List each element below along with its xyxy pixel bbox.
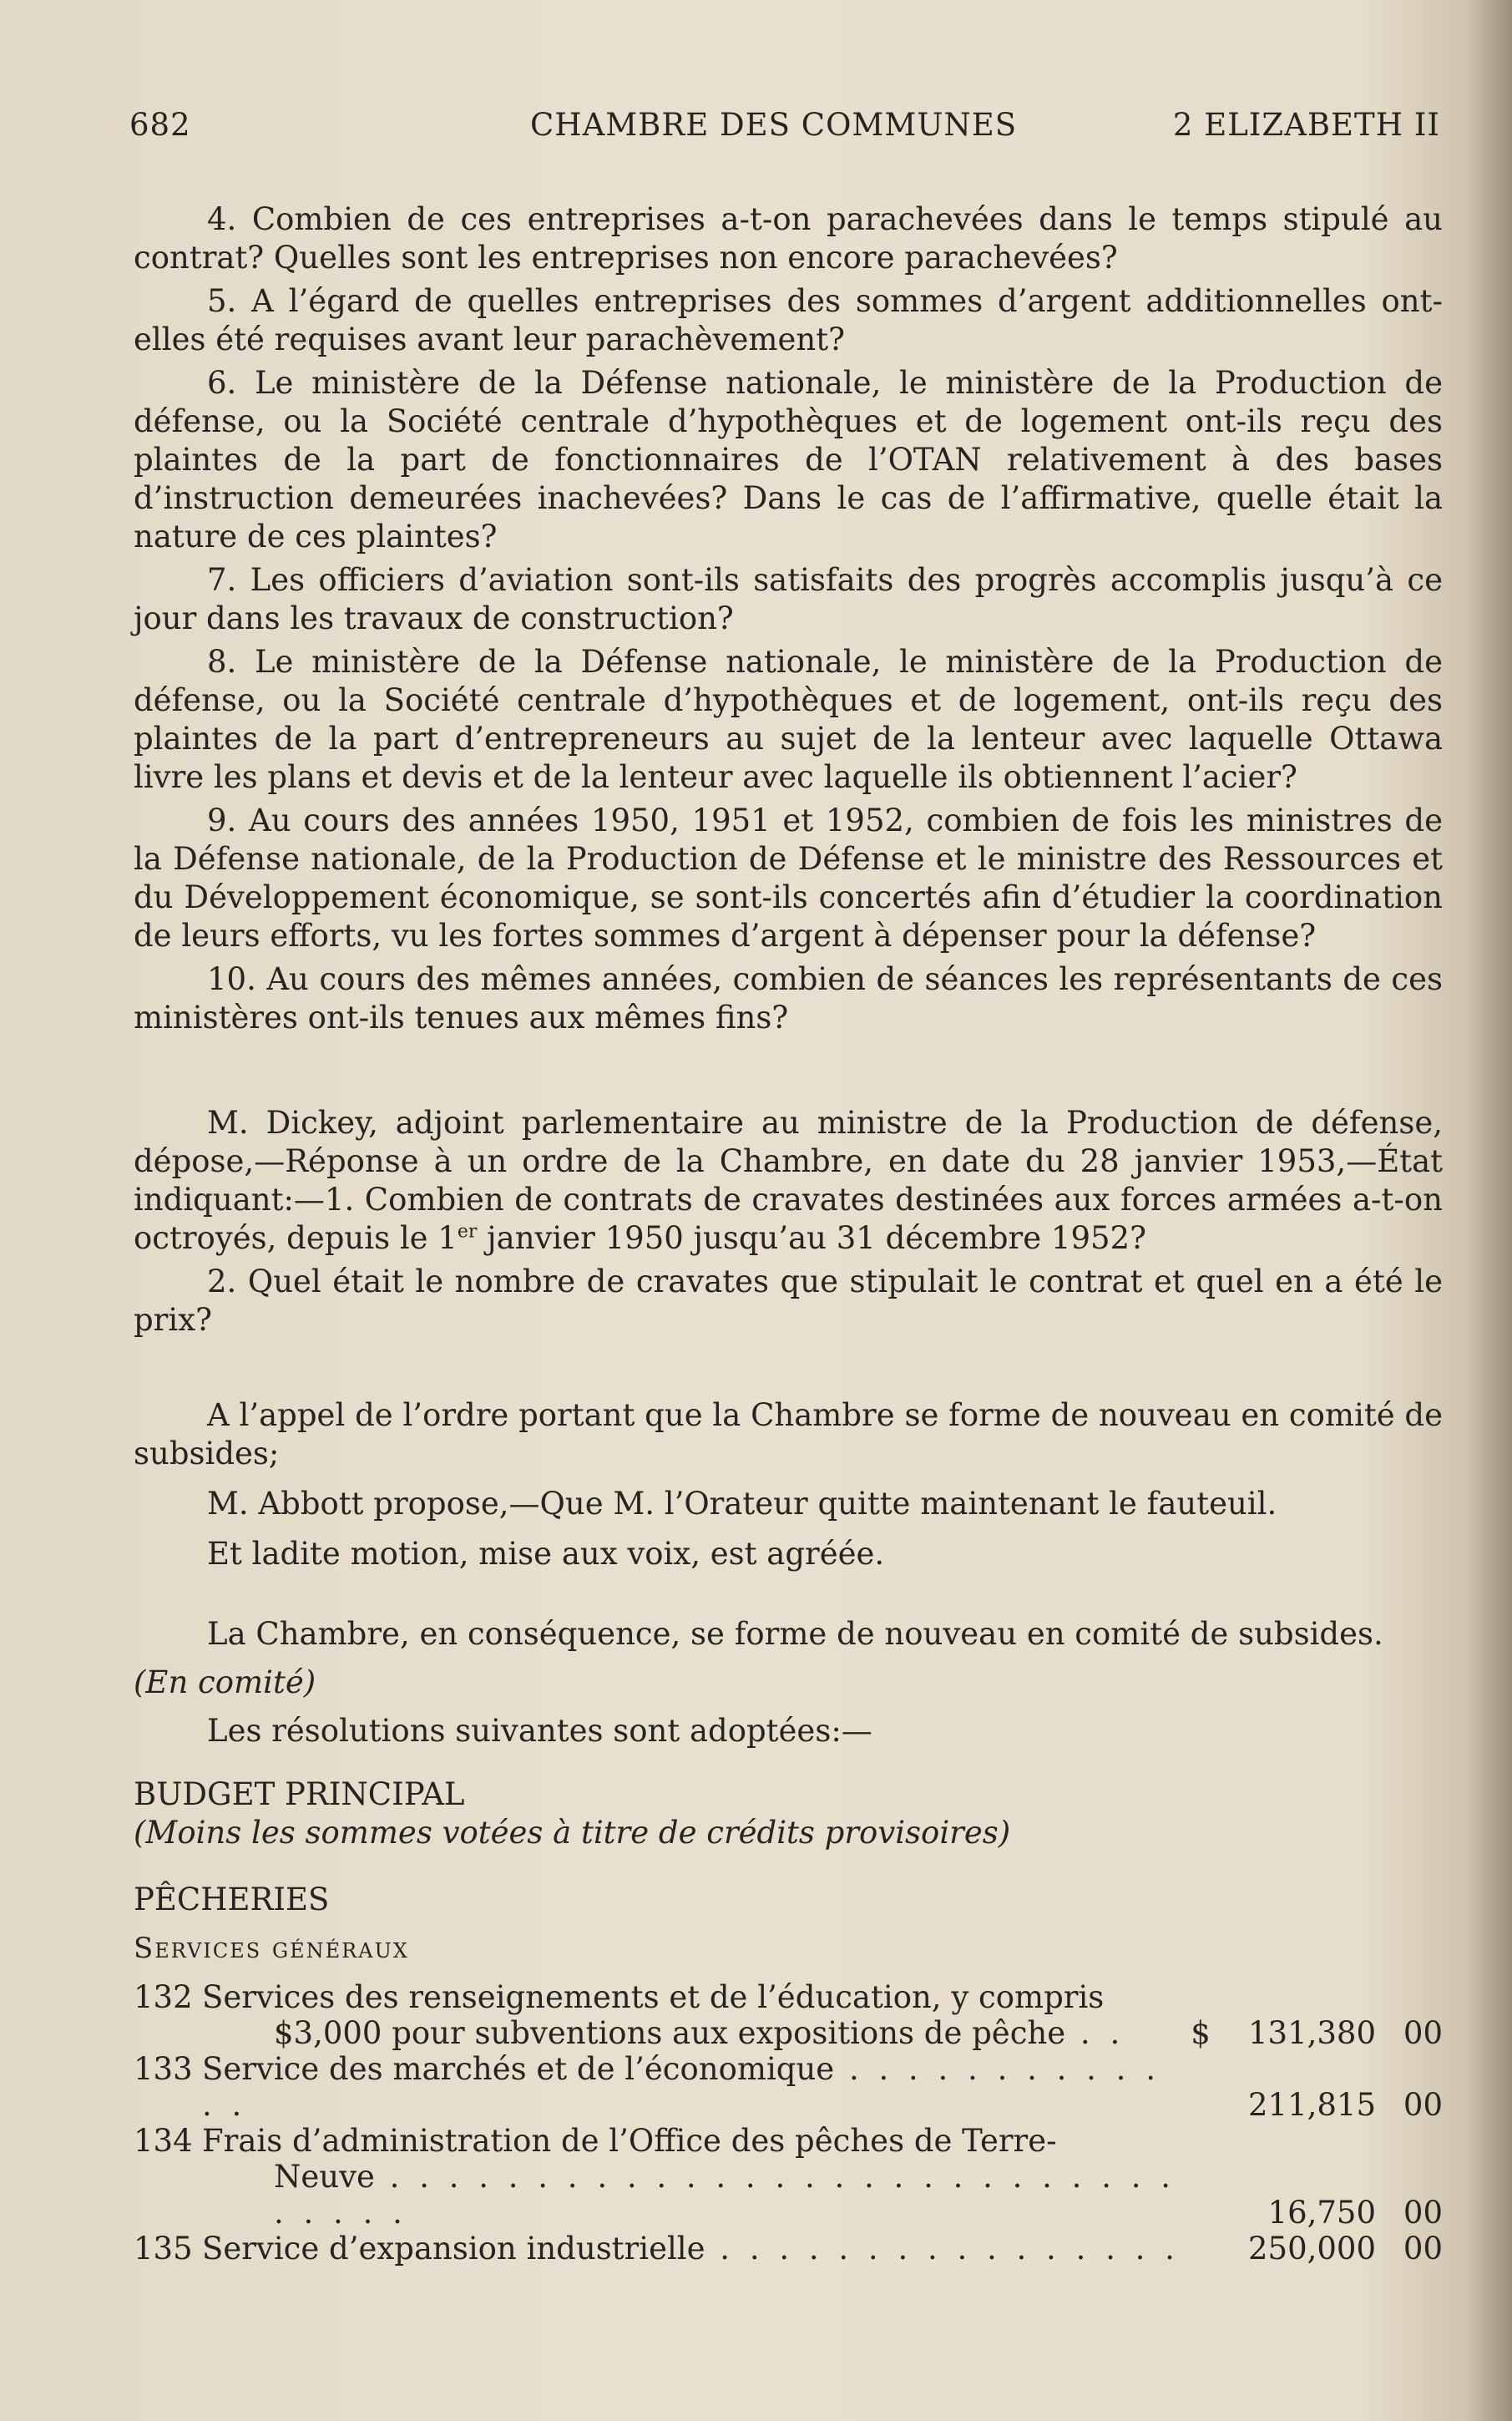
table-row [134,2051,1443,2123]
ordinal-superscript: er [457,1221,478,1243]
dickey-text-b: janvier 1950 jusqu’au 31 décembre 1952? [477,1220,1146,1256]
page-number: 682 [129,107,191,143]
table-row [134,2231,1443,2267]
item-line-2: $3,000 pour subventions aux expositions de pêche [274,2015,1066,2051]
item-amount: 211,815 [1247,2087,1376,2123]
page-header [129,107,1440,149]
dickey-return-paragraph [134,1104,1443,1258]
dot-leaders: . . . . . . . . . . . . . . . . . . . . . . . . . . . . . . . . [274,2159,1176,2231]
item-description [202,2123,1184,2231]
dot-leaders: . . . . . . . . . . . . . . . . [705,2231,1180,2267]
item-cents: 00 [1403,2015,1443,2051]
item-number: 132 [134,1979,193,2015]
section-heading: Services généraux [134,1932,409,1965]
item-cents: 00 [1403,2231,1443,2267]
item-line-1: Services des renseignements et de l’éducation, y compris [202,1979,1105,2015]
running-title: CHAMBRE DES COMMUNES [530,107,1018,143]
item-line-2: Service d’expansion industrielle [202,2231,705,2267]
item-amount: 250,000 [1247,2231,1376,2267]
question-9: 9. Au cours des années 1950, 1951 et 1952, combien de fois les ministres de la Défense nationale, de la Production de Défense et le ministre des Ressources et du Développement économique, se sont-ils concertés afin d’étudier la coordination de leurs efforts, vu les fortes sommes d’argent à dépenser pour la défense? [134,803,1443,954]
question-10: 10. Au cours des mêmes années, combien de séances les représentants de ces ministères ont-ils tenues aux mêmes fins? [134,961,1443,1036]
dickey-text-a: M. Dickey, adjoint parlementaire au ministre de la Production de défense, dépose,—Réponse à un ordre de la Chambre, en date du 28 janvier 1953,—État indiquant:—1. Combien de contrats de cravates destinées aux forces armées a-t-on octroyés, depuis le 1 [134,1105,1443,1256]
table-row [134,1979,1443,2051]
currency-symbol [1184,2231,1217,2267]
session-label: 2 ELIZABETH II [1172,107,1440,143]
item-number: 133 [134,2051,193,2087]
dot-leaders: . . [1065,2015,1125,2051]
item-amount: 16,750 [1267,2195,1376,2231]
item-description [202,2051,1184,2123]
question-6: 6. Le ministère de la Défense nationale, le ministère de la Production de défense, ou la Société centrale d’hypothèques et de logement ont-ils reçu des plaintes de la part de fonctionnaires de l’OTAN relativement à des bases d’instruction demeurées inachevées? Dans le cas de l’affirmative, quelle était la nature de ces plaintes? [134,365,1443,555]
abbott-motion: M. Abbott propose,—Que M. l’Orateur quitte maintenant le fauteuil. [207,1486,1277,1522]
dot-leaders: . . . . . . . . . . . . . [202,2051,1161,2123]
order-call-paragraph: A l’appel de l’ordre portant que la Chambre se forme de nouveau en comité de subsides; [134,1397,1443,1471]
item-line-1: Frais d’administration de l’Office des pêches de Terre- [202,2123,1057,2159]
in-committee-label: (En comité) [134,1664,316,1700]
budget-title: BUDGET PRINCIPAL [134,1776,465,1812]
item-cents: 00 [1403,2195,1443,2231]
department-heading: PÊCHERIES [134,1882,330,1917]
item-line-2: Neuve [274,2159,375,2195]
question-8: 8. Le ministère de la Défense nationale, le ministère de la Production de défense, ou la Société centrale d’hypothèques et de logement, ont-ils reçu des plaintes de la part d’entrepreneurs au sujet de la lenteur avec laquelle Ottawa livre les plans et devis et de la lenteur avec laquelle ils obtiennent l’acier? [134,644,1443,795]
table-row [134,2123,1443,2231]
item-amount: 131,380 [1247,2015,1376,2051]
page-body [134,200,1443,2267]
item-number: 134 [134,2123,193,2159]
estimates-table [134,1979,1443,2267]
dickey-question-2: 2. Quel était le nombre de cravates que stipulait le contrat et quel en a été le prix? [134,1264,1443,1338]
item-cents: 00 [1403,2087,1443,2123]
question-7: 7. Les officiers d’aviation sont-ils satisfaits des progrès accomplis jusqu’à ce jour dans les travaux de construction? [134,562,1443,636]
currency-symbol [1184,2123,1217,2231]
committee-formed: La Chambre, en conséquence, se forme de nouveau en comité de subsides. [207,1616,1383,1652]
budget-subtitle: (Moins les sommes votées à titre de crédits provisoires) [134,1815,1011,1851]
currency-symbol: $ [1191,2015,1211,2051]
resolutions-intro: Les résolutions suivantes sont adoptées:— [207,1713,872,1749]
item-line-2: Service des marchés et de l’économique [202,2051,835,2087]
question-5: 5. A l’égard de quelles entreprises des sommes d’argent additionnelles ont-elles été requises avant leur parachèvement? [134,283,1443,357]
currency-symbol [1184,2051,1217,2123]
motion-agreed: Et ladite motion, mise aux voix, est agréée. [207,1536,885,1572]
item-description [202,2231,1184,2267]
question-4: 4. Combien de ces entreprises a-t-on parachevées dans le temps stipulé au contrat? Quelles sont les entreprises non encore parachevées? [134,201,1443,276]
item-description [202,1979,1184,2051]
item-number: 135 [134,2231,193,2267]
